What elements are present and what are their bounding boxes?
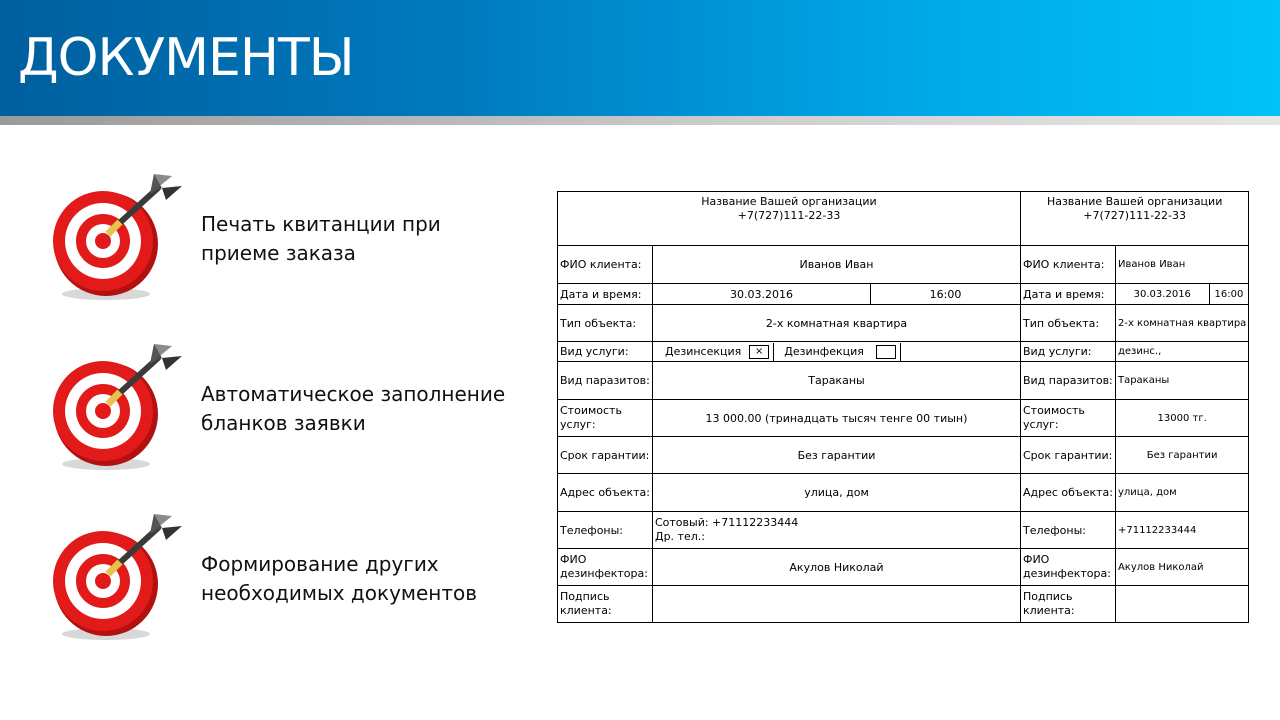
target-dart-icon — [50, 168, 190, 308]
stub-org-header — [1020, 192, 1248, 246]
technician-value: Акулов Николай — [652, 549, 1020, 586]
bullet-item — [50, 168, 530, 318]
pests-value: Тараканы — [652, 362, 1020, 400]
stub-phones-label: Телефоны: — [1020, 512, 1115, 549]
header-divider — [0, 116, 1280, 125]
pests-label: Вид паразитов: — [558, 362, 653, 400]
org-phone: +7(727)111-22-33 — [737, 209, 841, 222]
bullet-item — [50, 508, 530, 658]
stub-technician-label: ФИО дезинфектора: — [1020, 549, 1115, 586]
stub-cost-label: Стоимость услуг: — [1020, 400, 1115, 437]
stub-client-value: Иванов Иван — [1115, 246, 1248, 284]
technician-label: ФИО дезинфектора: — [558, 549, 653, 586]
client-label: ФИО клиента: — [558, 246, 653, 284]
cost-label: Стоимость услуг: — [558, 400, 653, 437]
object-type-value: 2-х комнатная квартира — [652, 305, 1020, 342]
bullet-text: Автоматическое заполнение бланков заявки — [201, 382, 506, 435]
stub-client-label: ФИО клиента: — [1020, 246, 1115, 284]
other-phone: Др. тел.: — [654, 530, 705, 543]
signature-label: Подпись клиента: — [558, 586, 653, 623]
page-title: ДОКУМЕНТЫ — [18, 28, 354, 88]
date-value: 30.03.2016 — [652, 284, 870, 305]
stub-address-label: Адрес объекта: — [1020, 474, 1115, 512]
phones-label: Телефоны: — [558, 512, 653, 549]
bullet-text: Печать квитанции при приеме заказа — [201, 212, 441, 265]
stub-warranty-value: Без гарантии — [1115, 437, 1248, 474]
warranty-value: Без гарантии — [652, 437, 1020, 474]
bullet-text: Формирование других необходимых документов — [201, 552, 478, 605]
header-banner — [0, 0, 1280, 116]
stub-service-value: дезинс., — [1115, 342, 1248, 362]
target-dart-icon — [50, 338, 190, 478]
stub-warranty-label: Срок гарантии: — [1020, 437, 1115, 474]
stub-signature-label: Подпись клиента: — [1020, 586, 1115, 623]
stub-pests-label: Вид паразитов: — [1020, 362, 1115, 400]
address-value: улица, дом — [652, 474, 1020, 512]
org-name: Название Вашей организации — [701, 195, 877, 208]
stub-object-type-value: 2-х комнатная квартира — [1115, 305, 1248, 342]
service-option-label: Дезинфекция — [784, 345, 864, 358]
client-value: Иванов Иван — [652, 246, 1020, 284]
address-label: Адрес объекта: — [558, 474, 653, 512]
mobile-phone: Сотовый: +71112233444 — [654, 516, 799, 529]
service-option — [661, 343, 774, 361]
signature-field[interactable] — [652, 586, 1020, 623]
target-dart-icon — [50, 508, 190, 648]
stub-phone-value: +71112233444 — [1115, 512, 1248, 549]
checkbox-checked[interactable]: × — [749, 345, 769, 359]
stub-object-type-label: Тип объекта: — [1020, 305, 1115, 342]
stub-org-name: Название Вашей организации — [1046, 195, 1223, 208]
stub-time-value: 16:00 — [1209, 284, 1249, 305]
stub-address-value: улица, дом — [1115, 474, 1248, 512]
time-value: 16:00 — [870, 284, 1020, 305]
stub-signature-field[interactable] — [1115, 586, 1248, 623]
object-type-label: Тип объекта: — [558, 305, 653, 342]
stub-date-value: 30.03.2016 — [1115, 284, 1209, 305]
stub-cost-value: 13000 тг. — [1115, 400, 1248, 437]
service-option — [774, 343, 901, 361]
org-header — [558, 192, 1021, 246]
service-options — [652, 342, 1020, 362]
service-option-label: Дезинсекция — [664, 345, 742, 358]
stub-org-phone: +7(727)111-22-33 — [1083, 209, 1187, 222]
stub-pests-value: Тараканы — [1115, 362, 1248, 400]
phones-value — [652, 512, 1020, 549]
cost-value: 13 000.00 (тринадцать тысяч тенге 00 тиын) — [652, 400, 1020, 437]
receipt-form — [557, 191, 1249, 623]
warranty-label: Срок гарантии: — [558, 437, 653, 474]
stub-datetime-label: Дата и время: — [1020, 284, 1115, 305]
checkbox-unchecked[interactable] — [876, 345, 896, 359]
stub-service-label: Вид услуги: — [1020, 342, 1115, 362]
bullet-item — [50, 338, 530, 488]
datetime-label: Дата и время: — [558, 284, 653, 305]
service-label: Вид услуги: — [558, 342, 653, 362]
stub-technician-value: Акулов Николай — [1115, 549, 1248, 586]
